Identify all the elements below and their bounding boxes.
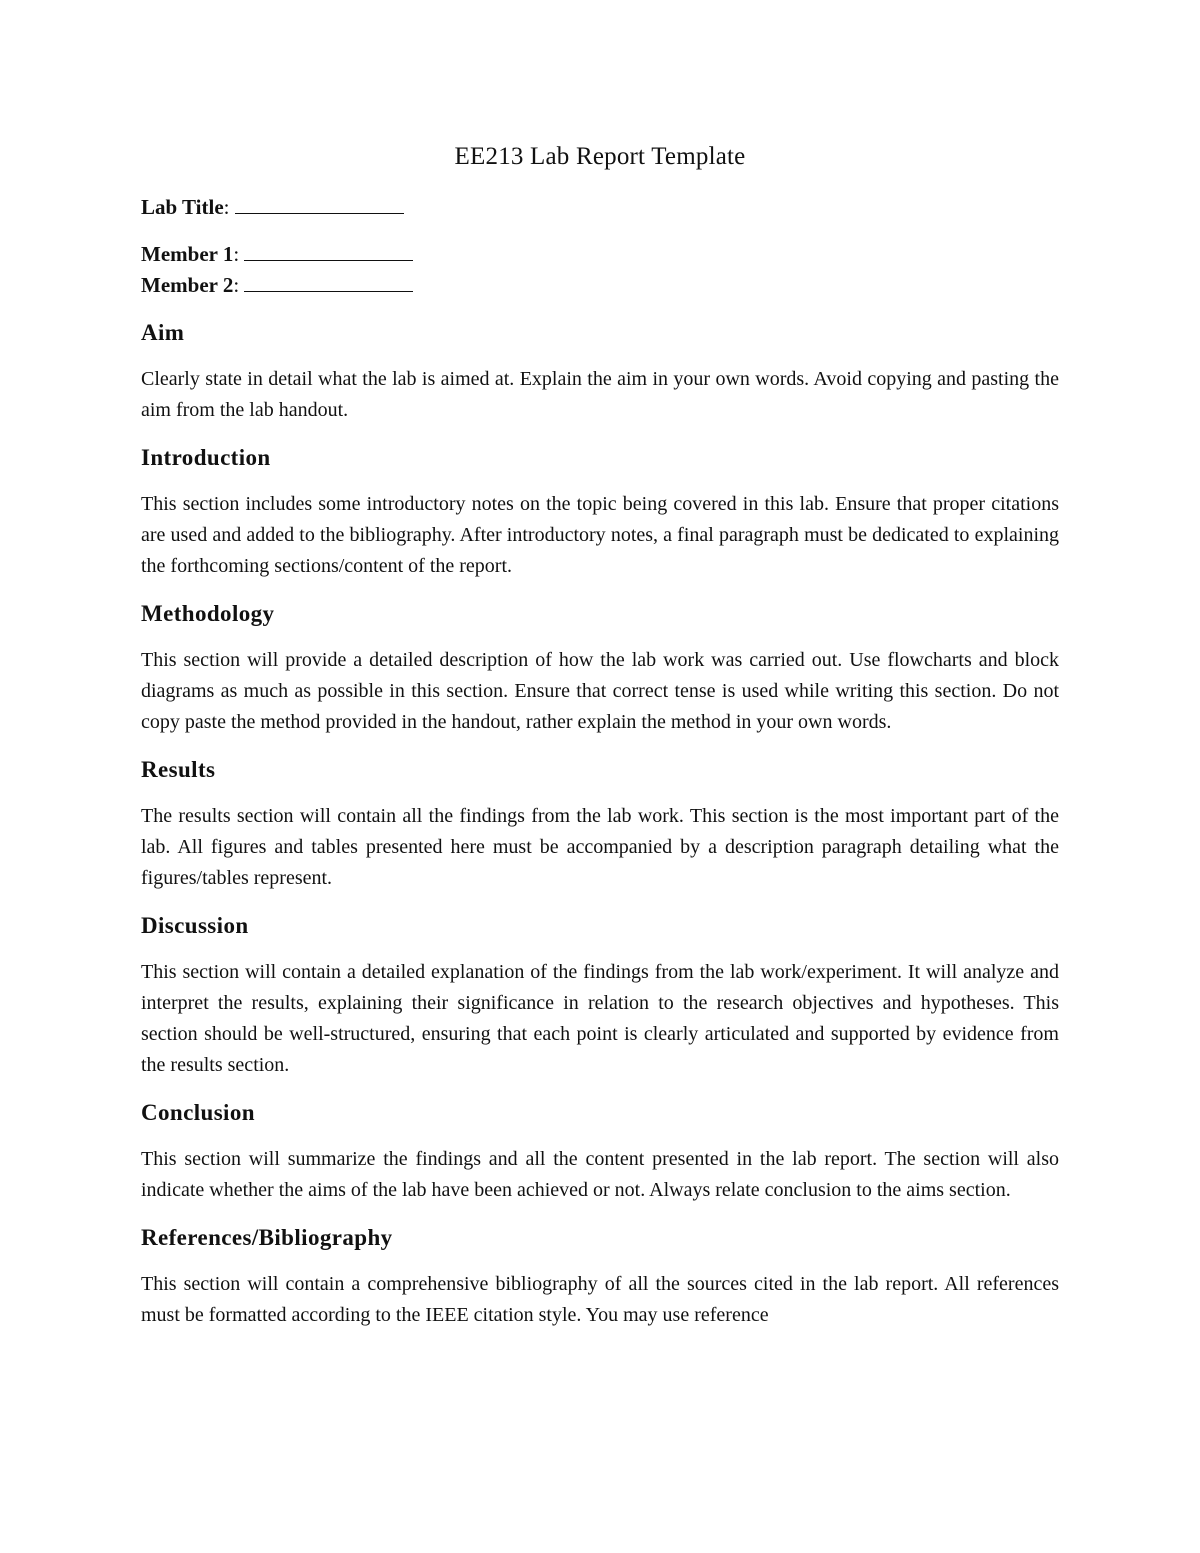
field-colon: :	[233, 242, 240, 266]
blank-line	[235, 193, 404, 214]
section-references	[141, 1222, 1059, 1331]
section-results	[141, 754, 1059, 894]
field-label: Member 2	[141, 273, 234, 297]
section-discussion	[141, 910, 1059, 1081]
field-label: Lab Title	[141, 195, 224, 219]
section-heading: Aim	[141, 320, 185, 345]
blank-line	[244, 240, 413, 261]
document-content	[141, 138, 1059, 1331]
field-label: Member 1	[141, 242, 234, 266]
section-body: This section will summarize the findings and all the content presented in the lab report. The section will also indicate whether the aims of the lab have been achieved or not. Always relate conclusion to the aims section.	[141, 1148, 1059, 1201]
section-body: This section will contain a detailed explanation of the findings from the lab work/experiment. It will analyze and interpret the results, explaining their significance in relation to the research objectives and hypotheses. This section should be well-structured, ensuring that each point is clearly articulated and supported by evidence from the results section.	[141, 961, 1059, 1076]
blank-line	[244, 271, 413, 292]
section-heading: Conclusion	[141, 1100, 255, 1125]
section-heading: Results	[141, 757, 216, 782]
field-colon: :	[233, 273, 240, 297]
section-body: This section will contain a comprehensive bibliography of all the sources cited in the lab report. All references must be formatted according to the IEEE citation style. You may use reference	[141, 1273, 1059, 1326]
section-body: The results section will contain all the findings from the lab work. This section is the most important part of the lab. All figures and tables presented here must be accompanied by a description paragraph detailing what the figures/tables represent.	[141, 805, 1059, 889]
document-title: EE213 Lab Report Template	[454, 143, 746, 170]
field-member-1	[141, 239, 1059, 270]
section-body: This section will provide a detailed description of how the lab work was carried out. Use flowcharts and block diagrams as much as possible in this section. Ensure that correct tense is used while writing this section. Do not copy paste the method provided in the handout, rather explain the method in your own words.	[141, 649, 1059, 733]
section-body: This section includes some introductory notes on the topic being covered in this lab. Ensure that proper citations are used and added to the bibliography. After introductory notes, a final paragraph must be dedicated to explaining the forthcoming sections/content of the report.	[141, 493, 1059, 577]
field-lab-title	[141, 192, 1059, 223]
section-introduction	[141, 442, 1059, 582]
section-heading: References/Bibliography	[141, 1225, 393, 1250]
section-aim	[141, 317, 1059, 426]
section-heading: Discussion	[141, 913, 249, 938]
section-heading: Methodology	[141, 601, 275, 626]
field-colon: :	[223, 195, 230, 219]
section-methodology	[141, 598, 1059, 738]
section-body: Clearly state in detail what the lab is aimed at. Explain the aim in your own words. Avoid copying and pasting the aim from the lab handout.	[141, 368, 1059, 421]
section-heading: Introduction	[141, 445, 271, 470]
section-conclusion	[141, 1097, 1059, 1206]
field-member-2	[141, 270, 1059, 301]
